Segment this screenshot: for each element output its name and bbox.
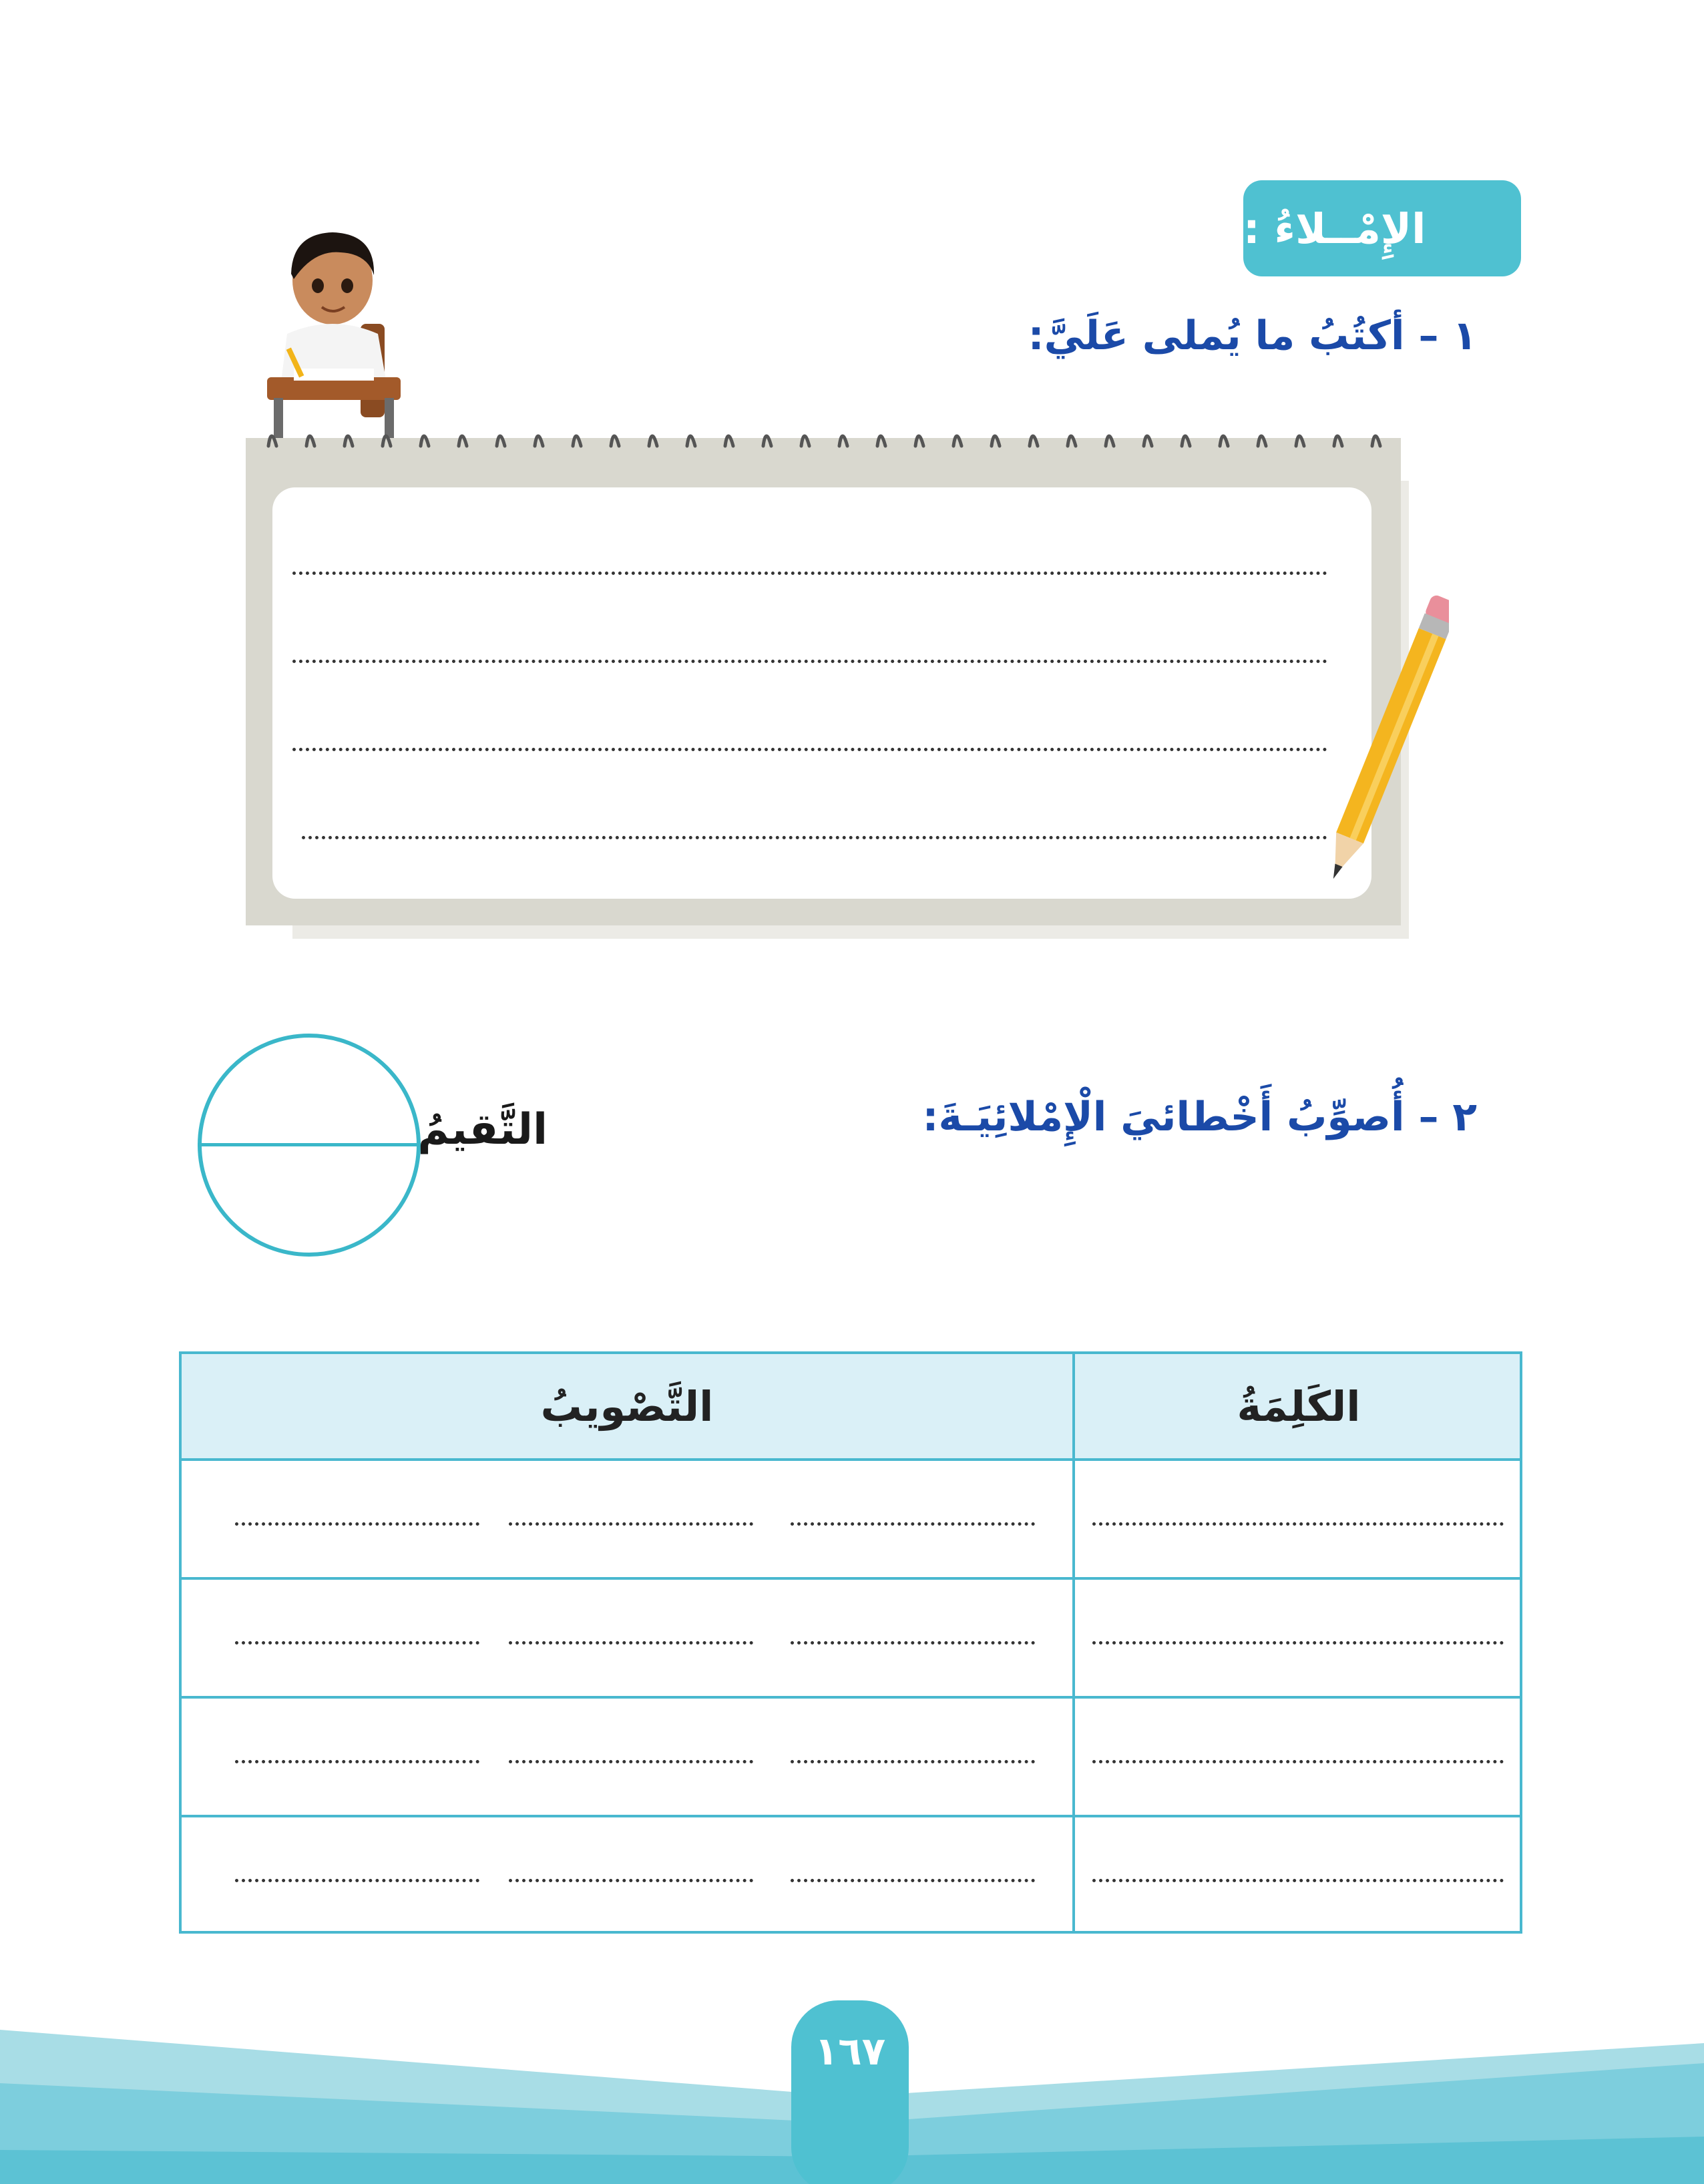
word-blank-row-2[interactable] (1092, 1641, 1504, 1645)
dictation-line-4[interactable] (302, 836, 1327, 839)
correction-blank-row-1-c[interactable] (235, 1522, 479, 1526)
dictation-line-3[interactable] (292, 748, 1327, 751)
header-correction: التَّصْويبُ (540, 1382, 714, 1431)
word-blank-row-3[interactable] (1092, 1760, 1504, 1763)
correction-blank-row-2-b[interactable] (509, 1641, 753, 1645)
header-word: الكَلِمَةُ (1237, 1382, 1361, 1431)
word-blank-row-4[interactable] (1092, 1879, 1504, 1882)
correction-blank-row-2-a[interactable] (791, 1641, 1035, 1645)
table-row-divider-2 (179, 1577, 1522, 1580)
table-row-divider-1 (179, 1458, 1522, 1461)
section-title: الإِمْــلاءُ : (1243, 204, 1426, 253)
question-1-title: ١ – أكتُبُ ما يُملى عَلَيَّ: (1028, 312, 1477, 359)
correction-blank-row-1-a[interactable] (791, 1522, 1035, 1526)
word-blank-row-1[interactable] (1092, 1522, 1504, 1526)
correction-blank-row-4-a[interactable] (791, 1879, 1035, 1882)
evaluation-label: التَّقيمُ (417, 1105, 548, 1154)
spiral-rings-icon (262, 421, 1397, 461)
correction-blank-row-4-c[interactable] (235, 1879, 479, 1882)
pencil-icon (1329, 581, 1449, 895)
question-2-title: ٢ – أُصوِّبُ أَخْطائيَ الْإِمْلائِيَـةَ: (922, 1094, 1477, 1140)
correction-blank-row-3-c[interactable] (235, 1760, 479, 1763)
table-column-divider (1072, 1351, 1075, 1934)
correction-blank-row-3-b[interactable] (509, 1760, 753, 1763)
page-number: ١٦٧ (791, 2000, 909, 2184)
table-row-divider-4 (179, 1815, 1522, 1817)
dictation-line-2[interactable] (292, 660, 1327, 663)
correction-blank-row-4-b[interactable] (509, 1879, 753, 1882)
section-title-badge (1243, 180, 1521, 276)
table-row-divider-3 (179, 1696, 1522, 1699)
correction-blank-row-3-a[interactable] (791, 1760, 1035, 1763)
student-writing-illustration (254, 220, 414, 441)
correction-blank-row-2-c[interactable] (235, 1641, 479, 1645)
evaluation-circle-divider (198, 1143, 421, 1146)
dictation-line-1[interactable] (292, 572, 1327, 575)
correction-blank-row-1-b[interactable] (509, 1522, 753, 1526)
